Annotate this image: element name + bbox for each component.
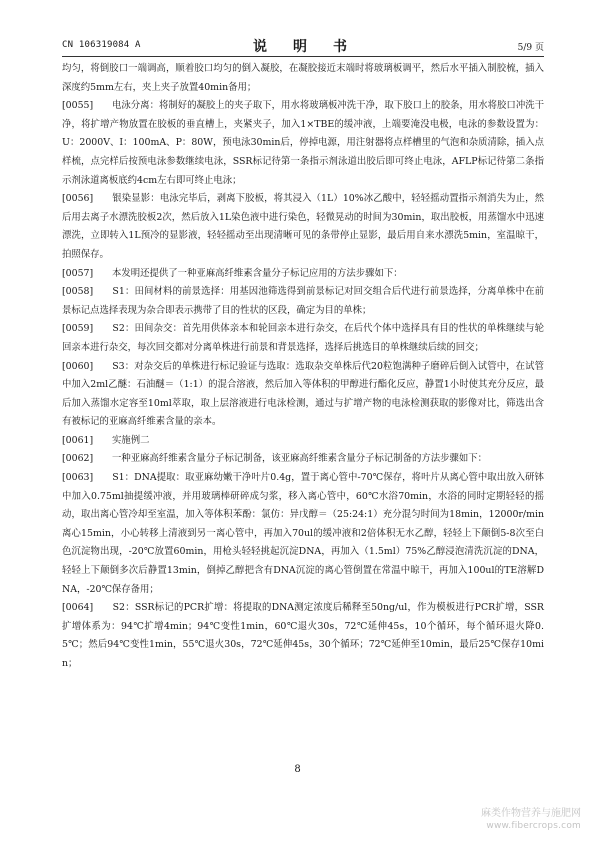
document-body: [62, 60, 544, 674]
paragraph: [0059] S2：田间杂交：首先用供体亲本和轮回亲本进行杂交，在后代个体中选择具有目的性状的单株继续与轮回亲本进行杂交，每次回交都对分离单株进行前景和背景选择，选择后挑选目的单株继续后续的回交；: [62, 323, 544, 353]
page-indicator: 5/9 页: [517, 43, 544, 53]
patent-number: CN 106319084 A: [62, 40, 141, 50]
watermark-text: 麻类作物营养与施肥网: [481, 808, 581, 819]
paragraph: 均匀，将倒胶口一端调高，顺着胶口均匀的倒入凝胶，在凝胶接近末端时将玻璃板调平，然后水平插入制胶梳，插入深度约5mm左右，夹上夹子放置40min备用；: [62, 63, 544, 93]
paragraph: [0055] 电泳分离：将制好的凝胶上的夹子取下，用水将玻璃板冲洗干净，取下胶口上的胶条，用水将胶口冲洗干净，将扩增产物放置在胶板的垂直槽上，夹紧夹子，加入1×TBE的缓冲液，上端要淹没电极，电泳的参数设置为：U：2000V、I：100mA、P：80W，预电泳30min后，停掉电源，用注射器将点样槽里的气泡和杂质清除，插入点样梳，点完样后按预电泳参数继续电泳，SSR标记待第一条指示剂泳道出胶后即可终止电泳，AFLP标记待第二条指示剂泳道离板底约4cm左右即可终止电泳；: [62, 100, 544, 186]
header-divider: [62, 56, 544, 57]
paragraph: [0064] S2：SSR标记的PCR扩增：将提取的DNA测定浓度后稀释至50ng/ul，作为模板进行PCR扩增，SSR扩增体系为：94℃扩增4min；94℃变性1min，60℃退火30s，72℃延伸45s，10个循环，每个循环退火降0.5℃；然后94℃变性1min，55℃退火30s，72℃延伸45s，30个循环；72℃延伸至10min，最后25℃保存10min；: [62, 602, 544, 669]
paragraph: [0057] 本发明还提供了一种亚麻高纤维素含量分子标记应用的方法步骤如下：: [62, 267, 403, 279]
section-heading: [0061] 实施例二: [62, 434, 150, 446]
paragraph: [0058] S1：田间材料的前景选择：用基因池筛选得到前景标记对回交组合后代进行前景选择，分离单株中在前景标记点选择表现为杂合即表示携带了目的性状的区段，确定为目的单株；: [62, 286, 544, 316]
watermark-url: www.fibercrops.com: [486, 821, 581, 831]
paragraph: [0056] 银染显影：电泳完毕后，剥离下胶板，将其浸入（1L）10%冰乙酸中，轻轻摇动置指示剂消失为止，然后用去离子水漂洗胶板2次，然后放入1L染色液中进行染色，轻微晃动的时间为30min，取出胶板，用蒸馏水中迅速漂洗，立即转入1L预冷的显影液，轻轻摇动至出现清晰可见的条带停止显影，最后用自来水漂洗5min，室温晾干，拍照保存。: [62, 193, 544, 260]
paragraph: [0062] 一种亚麻高纤维素含量分子标记制备，该亚麻高纤维素含量分子标记制备的方法步骤如下：: [62, 453, 487, 465]
document-title: 说 明 书: [253, 39, 353, 55]
paragraph: [0063] S1：DNA提取：取亚麻幼嫩干净叶片0.4g，置于离心管中-70℃保存，将叶片从离心管中取出放入研钵中加入0.75ml抽提缓冲液，并用玻璃棒研碎成匀浆，移入离心管中，60℃水浴70min，水浴的同时定期轻轻的摇动，取出离心管冷却至室温，加入等体积苯酚：氯仿：异戊醇＝（25:24:1）充分混匀时间为18min，12000r/min离心15min，小心转移上清液到另一离心管中，再加入70ul的缓冲液和2倍体积无水乙醇，轻轻上下颠倒5-8次至白色沉淀物出现，-20℃放置60min，用枪头轻轻挑起沉淀DNA，再加入（1.5ml）75%乙醇浸泡清洗沉淀的DNA，轻轻上下颠倒多次后静置13min，倒掉乙醇把含有DNA沉淀的离心管倒置在常温中晾干，再加入100ul的TE溶解DNA，-20℃保存备用；: [62, 472, 544, 595]
page-header: [62, 36, 544, 56]
site-watermark: [481, 808, 581, 832]
page-number: 8: [294, 764, 301, 775]
paragraph: [0060] S3：对杂交后的单株进行标记验证与选取：选取杂交单株后代20粒饱满种子磨碎后倒入试管中，在试管中加入2ml乙醚：石油醚＝（1:1）的混合溶液，然后加入等体积的甲醇进行酯化反应，静置1小时使其充分反应，最后加入蒸馏水定容至10ml萃取，取上层溶液进行电泳检测，通过与扩增产物的电泳检测获取的影像对比，筛选出含有被标记的亚麻高纤维素含量的亲本。: [62, 360, 544, 428]
